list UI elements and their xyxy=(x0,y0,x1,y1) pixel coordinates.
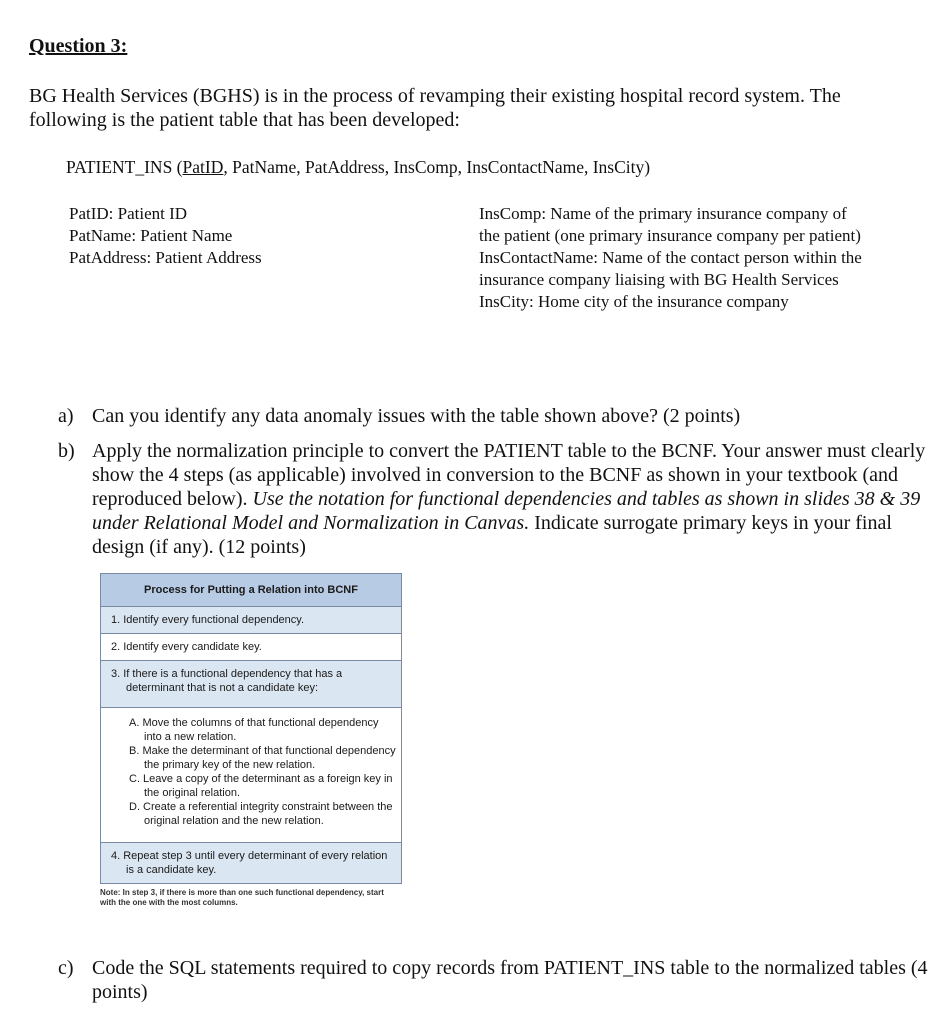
question-a xyxy=(58,404,928,428)
bcnf-step-2: 2. Identify every candidate key. xyxy=(101,634,402,661)
schema-primary-key: PatID xyxy=(182,157,224,177)
question-b xyxy=(58,439,928,559)
bcnf-note: Note: In step 3, if there is more than one such functional dependency, start with the one with the most columns. xyxy=(100,888,384,907)
question-c xyxy=(58,956,928,1004)
definition-pataddress: PatAddress: Patient Address xyxy=(69,248,262,267)
definition-inscontactname: InsContactName: Name of the contact person within the insurance company liaising with BG Health Services xyxy=(479,248,862,289)
bcnf-step-4-text: 4. Repeat step 3 until every determinant of every relation is a candidate key. xyxy=(111,850,388,876)
definitions-left xyxy=(69,203,429,269)
schema-line xyxy=(66,156,866,178)
definition-inscity: InsCity: Home city of the insurance company xyxy=(479,292,789,311)
question-a-text: Can you identify any data anomaly issues with the table shown above? (2 points) xyxy=(92,405,741,427)
definition-inscomp: InsComp: Name of the primary insurance company of the patient (one primary insurance company per patient) xyxy=(479,204,861,245)
schema-attributes: , PatName, PatAddress, InsComp, InsContactName, InsCity) xyxy=(223,157,651,177)
question-b-part2: Indicate surrogate primary keys in your final design (if any). (12 points) xyxy=(92,512,892,558)
question-a-label: a) xyxy=(58,405,74,427)
bcnf-step-3-substeps xyxy=(101,708,402,843)
intro-paragraph: BG Health Services (BGHS) is in the process of revamping their existing hospital record system. The following is the patient table that has been developed: xyxy=(29,85,841,131)
bcnf-step-3-text: 3. If there is a functional dependency that has a determinant that is not a candidate key: xyxy=(111,668,343,694)
definitions-right xyxy=(479,203,869,313)
bcnf-table xyxy=(100,573,402,884)
question-b-text xyxy=(92,439,928,559)
definition-patname: PatName: Patient Name xyxy=(69,226,233,245)
definition-patid: PatID: Patient ID xyxy=(69,204,188,223)
question-c-text: Code the SQL statements required to copy records from PATIENT_INS table to the normalized tables (4 points) xyxy=(92,957,928,1003)
question-b-label: b) xyxy=(58,440,75,462)
question-heading: Question 3: xyxy=(29,35,128,57)
bcnf-substep-d: D. Create a referential integrity constraint between the original relation and the new relation. xyxy=(129,801,393,827)
question-b-italic: Use the notation for functional dependencies and tables as shown in slides 38 & 39 under Relational Model and Normalization in Canvas. xyxy=(92,488,921,534)
bcnf-step-4 xyxy=(101,843,402,884)
question-b-part1: Apply the normalization principle to convert the PATIENT table to the BCNF. Your answer must clearly show the 4 steps (as applicable) involved in conversion to the BCNF as shown in your textbook (and reproduced below). xyxy=(92,440,926,510)
bcnf-title: Process for Putting a Relation into BCNF xyxy=(101,574,402,607)
bcnf-substep-b: B. Make the determinant of that functional dependency the primary key of the new relation. xyxy=(129,745,396,771)
bcnf-substep-c: C. Leave a copy of the determinant as a foreign key in the original relation. xyxy=(129,773,393,799)
bcnf-process-figure xyxy=(100,573,402,908)
bcnf-substep-a: A. Move the columns of that functional dependency into a new relation. xyxy=(129,717,379,743)
bcnf-step-3 xyxy=(101,661,402,708)
schema-table-name: PATIENT_INS ( xyxy=(66,157,183,177)
bcnf-step-1: 1. Identify every functional dependency. xyxy=(101,607,402,634)
question-c-label: c) xyxy=(58,957,74,979)
